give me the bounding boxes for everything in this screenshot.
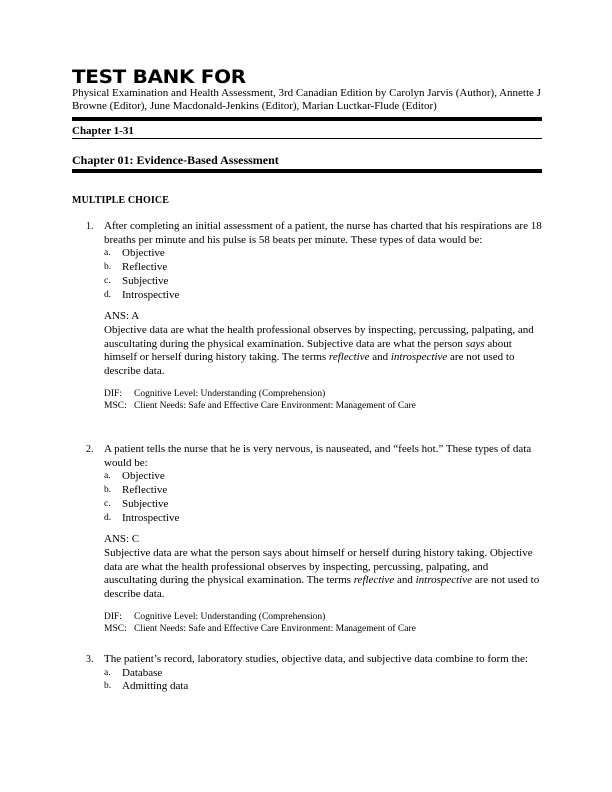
option-d: d. Introspective <box>104 288 180 301</box>
option-b: b. Admitting data <box>104 680 189 693</box>
question-number: 1. <box>86 221 94 232</box>
question-stem: After completing an initial assessment of a patient, the nurse has charted that his respirations are 18 breaths per minute and his pulse is 58 beats per minute. These types of data would be: <box>104 220 542 246</box>
option-c: c. Subjective <box>104 497 169 510</box>
question-stem: The patient’s record, laboratory studies, objective data, and subjective data combine to form the: <box>104 653 528 665</box>
chapter-title: Chapter 01: Evidence-Based Assessment <box>72 153 279 167</box>
section-heading: MULTIPLE CHOICE <box>72 195 169 206</box>
question-1 <box>86 220 542 412</box>
question-stem: A patient tells the nurse that he is very nervous, is nauseated, and “feels hot.” These types of data would be: <box>104 443 532 469</box>
test-bank-title: TEST BANK FOR <box>72 66 246 88</box>
question-metadata: DIF: Cognitive Level: Understanding (Comprehension) MSC: Client Needs: Safe and Effective Care Environment: Management of Care <box>104 388 416 411</box>
answer-key: ANS: A <box>104 310 140 323</box>
answer-key: ANS: C <box>104 533 140 546</box>
option-d: d. Introspective <box>104 511 180 524</box>
option-b: b. Reflective <box>104 261 168 274</box>
chapter-rule <box>72 169 542 173</box>
document-header <box>72 66 542 113</box>
question-metadata: DIF: Cognitive Level: Understanding (Comprehension) MSC: Client Needs: Safe and Effective Care Environment: Management of Care <box>104 611 416 634</box>
option-a: a. Objective <box>104 247 165 260</box>
rationale: Subjective data are what the person says about himself or herself during history taking. Objective data are what the health professional observes by inspecting, percussing, palpating, and auscultating during the physical examination. The terms reflective and introspective are not used to describe data. <box>104 546 540 601</box>
option-c: c. Subjective <box>104 274 169 287</box>
question-number: 3. <box>86 654 94 665</box>
header-rule-thick <box>72 117 542 121</box>
book-description: Physical Examination and Health Assessment, 3rd Canadian Edition by Carolyn Jarvis (Author), Annette J Browne (Editor), June Macdonald-Jenkins (Editor), Marian Luctkar-Flude (Editor) <box>72 87 541 112</box>
option-a: a. Database <box>104 666 163 679</box>
chapter-range: Chapter 1-31 <box>72 125 134 137</box>
question-2 <box>86 443 542 635</box>
header-rule-thin <box>72 138 542 139</box>
rationale: Objective data are what the health professional observes by inspecting, percussing, palpating, and auscultating during the physical examination. Subjective data are what the person says about himself or herself during history taking. The terms reflective and introspective are not used to describe data. <box>104 323 534 378</box>
question-number: 2. <box>86 444 94 455</box>
option-a: a. Objective <box>104 470 165 483</box>
option-b: b. Reflective <box>104 484 168 497</box>
question-3 <box>86 653 542 694</box>
